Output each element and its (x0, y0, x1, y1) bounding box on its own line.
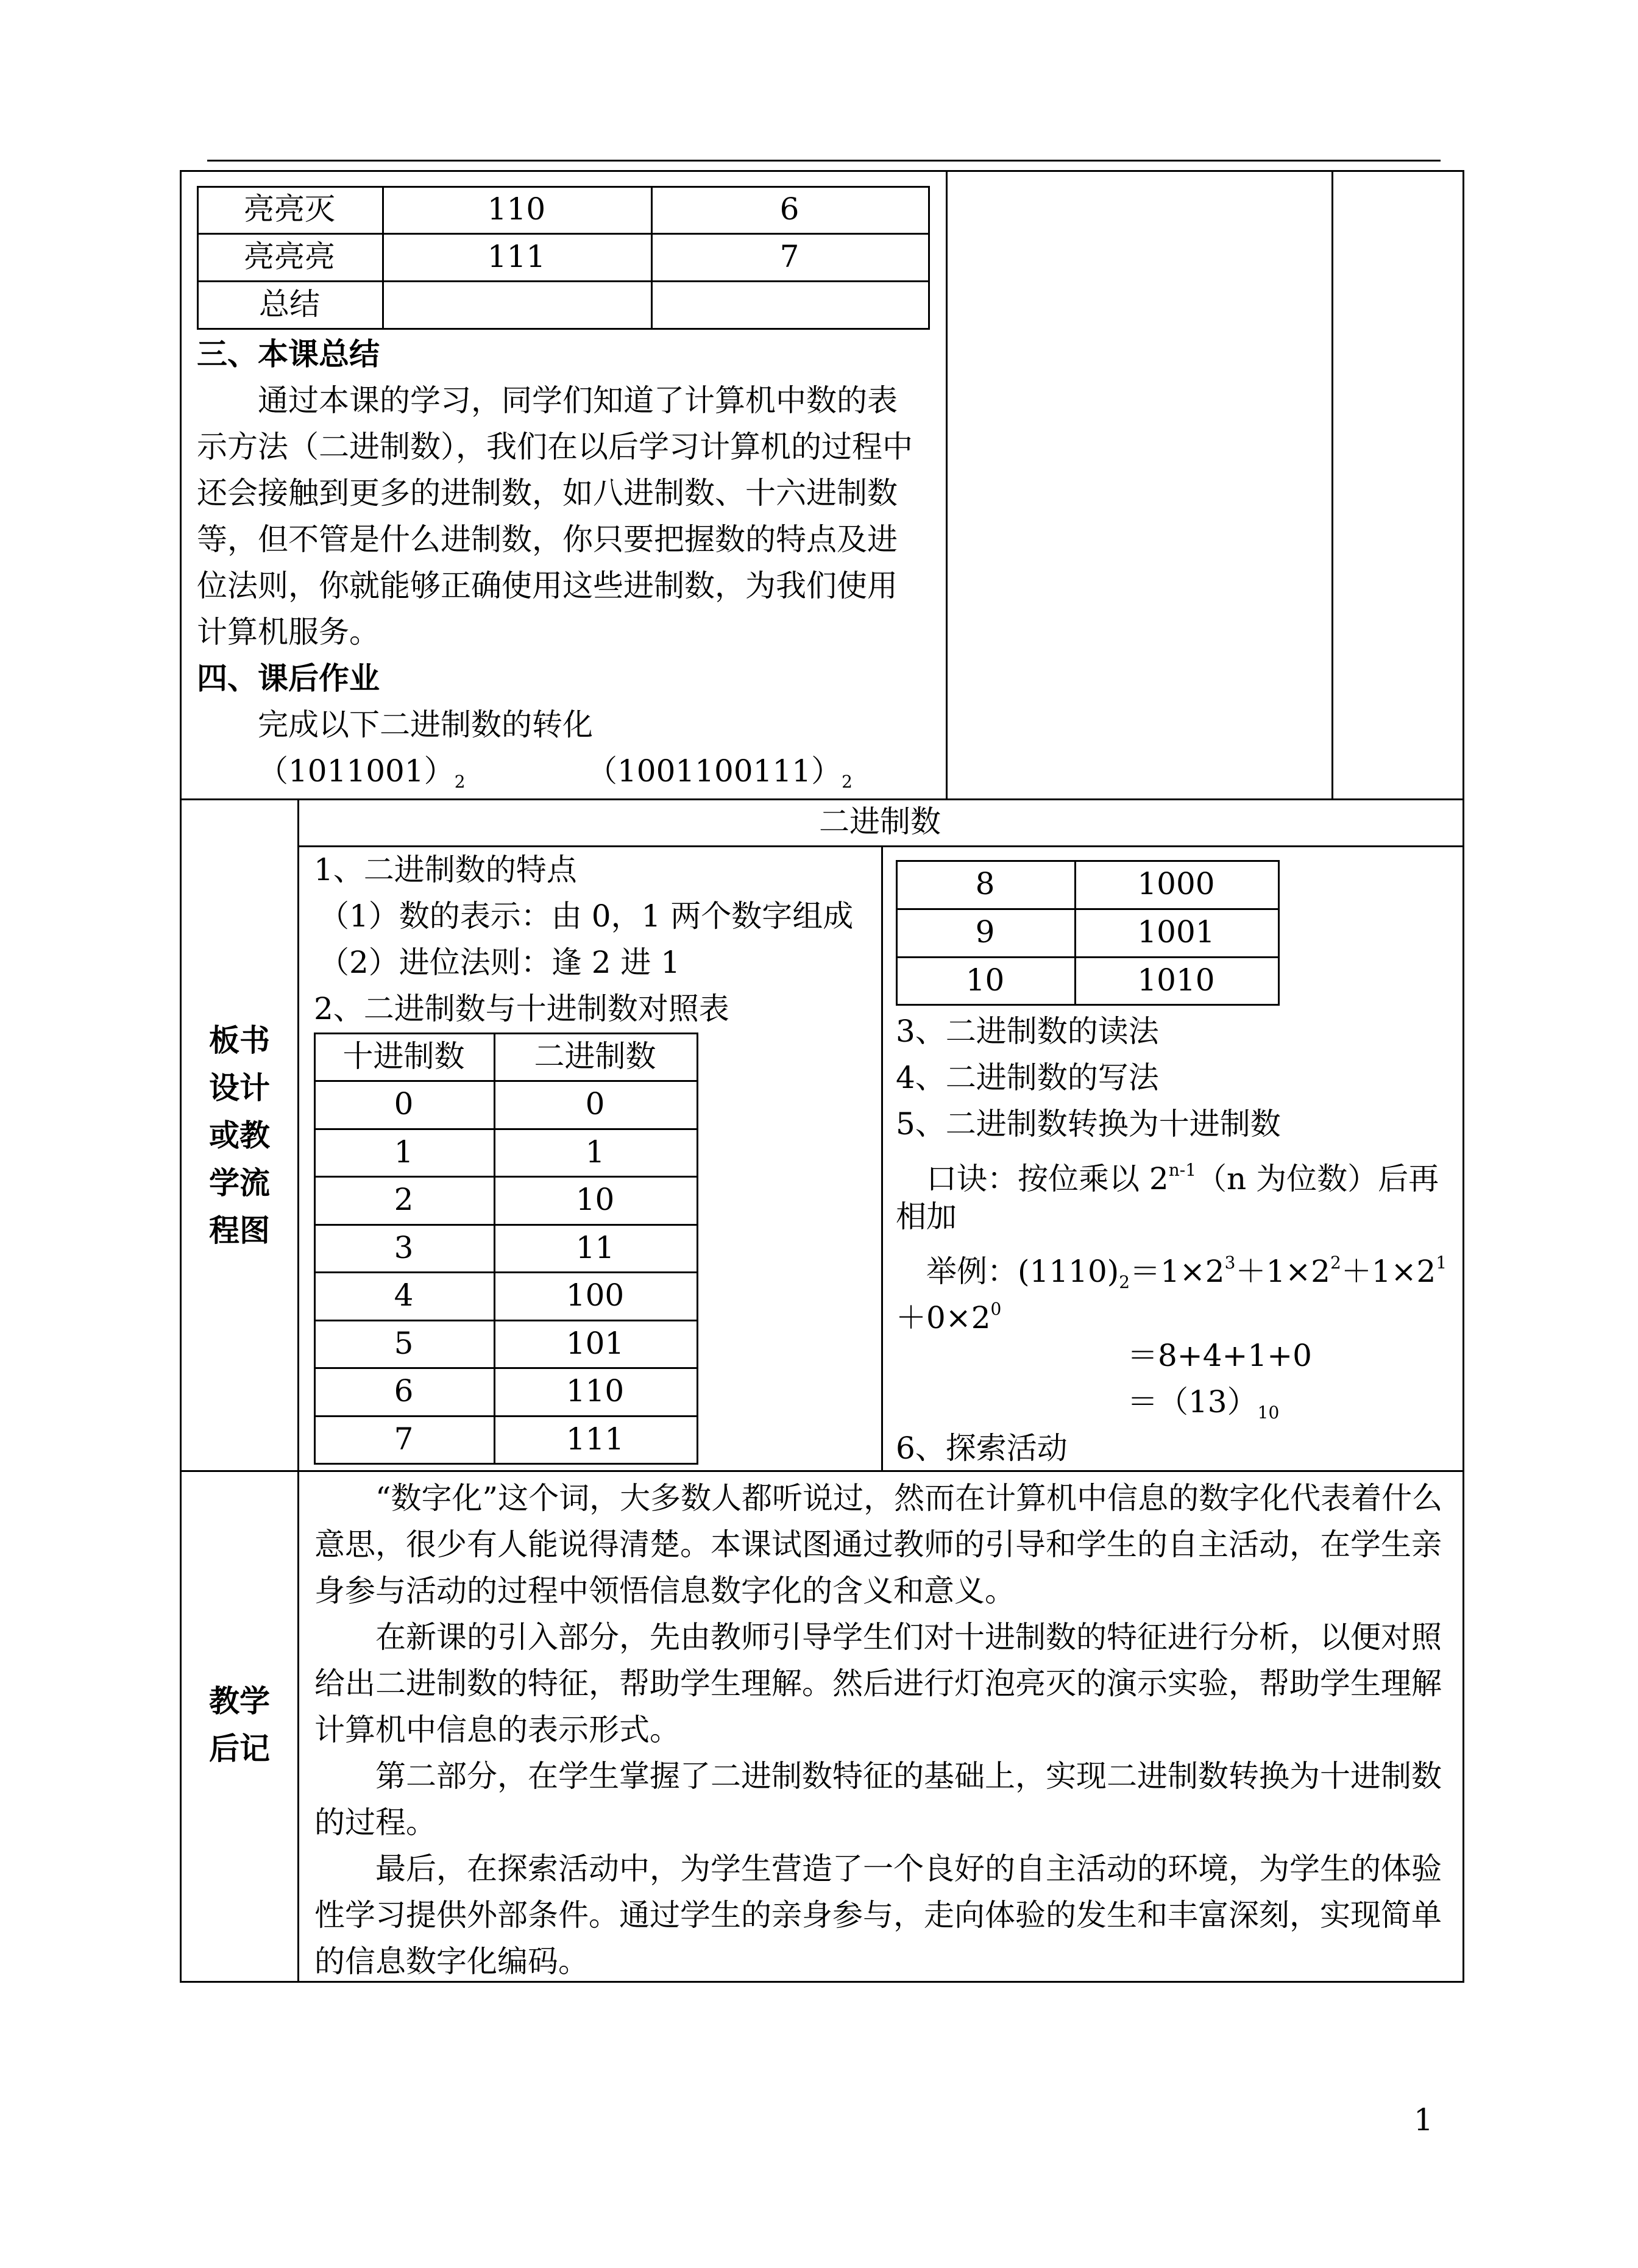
board-point-5: 5、二进制数转换为十进制数 (896, 1106, 1281, 1142)
homework-item: $(1001100111)_2$ (587, 753, 853, 792)
summary-line: 位法则，你就能够正确使用这些进制数，为我们使用 (197, 568, 898, 603)
table-cell: 1001 (1137, 914, 1215, 950)
table-header: 二进制数 (534, 1039, 656, 1074)
table-cell: 101 (566, 1326, 625, 1361)
afterword-label: 教学 后记 (209, 1683, 270, 1766)
table-cell: 7 (779, 239, 800, 274)
table-cell: 4 (394, 1278, 414, 1313)
board-point-4: 4、二进制数的写法 (896, 1060, 1159, 1095)
frame-top (180, 170, 1464, 172)
table-cell: 5 (394, 1326, 414, 1361)
table-cell: 亮亮亮 (244, 239, 335, 274)
board-point-6: 6、探索活动 (896, 1431, 1068, 1466)
table-cell: 1 (394, 1134, 414, 1170)
example-line-2: $+0\times 2^0$ (896, 1299, 1002, 1335)
table-cell: 11 (575, 1230, 615, 1265)
table-cell: 111 (487, 239, 546, 274)
board-point-3: 3、二进制数的读法 (896, 1014, 1159, 1049)
table-cell: 10 (965, 962, 1005, 998)
homework-heading: 四、课后作业 (197, 660, 380, 696)
conversion-rule-cont: 相加 (896, 1199, 957, 1234)
summary-line: 还会接触到更多的进制数，如八进制数、十六进制数 (197, 475, 898, 511)
table-cell: 1 (585, 1134, 605, 1170)
table-cell: 2 (394, 1182, 414, 1217)
conversion-rule: 口诀：按位乘以 2$^{n-1}$（n 为位数）后再 (926, 1160, 1439, 1196)
board-point-2: 2、二进制数与十进制数对照表 (314, 991, 729, 1026)
table-cell: 9 (975, 914, 995, 950)
homework-item: $(1011001)_2$ (258, 753, 466, 792)
table-cell: 111 (566, 1421, 625, 1457)
table-cell: 1010 (1137, 962, 1215, 998)
board-title: 二进制数 (819, 804, 941, 839)
homework-text: 完成以下二进制数的转化 (258, 707, 593, 742)
summary-heading: 三、本课总结 (197, 336, 380, 372)
summary-line: 通过本课的学习，同学们知道了计算机中数的表 (258, 383, 898, 418)
frame-row2-bottom (180, 1470, 1464, 1472)
example-line-1: 举例：$(1110)_2=1\times 2^3+1\times 2^2+1\times 2^1$ (926, 1253, 1447, 1292)
board-split (881, 845, 883, 1472)
afterword-paragraph: 在新课的引入部分，先由教师引导学生们对十进制数的特征进行分析，以便对照给出二进制数的特征，帮助学生理解。然后进行灯泡亮灭的演示实验，帮助学生理解计算机中信息的表示形式。 (314, 1619, 1442, 1747)
table-cell: 7 (394, 1421, 414, 1457)
table-cell: 6 (394, 1373, 414, 1409)
board-label: 板书 设计 或教 学流 程图 (209, 1022, 270, 1248)
frame-col2 (946, 170, 948, 800)
frame-col3 (1331, 170, 1333, 800)
afterword-paragraph: 第二部分，在学生掌握了二进制数特征的基础上，实现二进制数转换为十进制数的过程。 (314, 1758, 1442, 1840)
frame-label-col (297, 798, 299, 1983)
board-point-1b: （2）进位法则：逢 2 进 1 (319, 945, 681, 980)
afterword-paragraph: “数字化”这个词，大多数人都听说过，然而在计算机中信息的数字化代表着什么意思，很少有人能说得清楚。本课试图通过教师的引导和学生的自主活动，在学生亲身参与活动的过程中领悟信息数字化的含义和意义。 (314, 1481, 1443, 1609)
table-cell: 亮亮灭 (244, 191, 335, 227)
table-cell: 0 (394, 1086, 414, 1122)
summary-line: 示方法（二进制数），我们在以后学习计算机的过程中 (197, 429, 913, 464)
board-point-1: 1、二进制数的特点 (314, 852, 577, 887)
summary-line: 计算机服务。 (197, 614, 380, 650)
table-cell: 10 (575, 1182, 615, 1217)
example-line-4: $=(13)_{10}$ (1127, 1384, 1280, 1423)
table-header: 十进制数 (342, 1039, 465, 1074)
table-cell: 8 (975, 866, 995, 901)
table-cell: 6 (779, 191, 800, 227)
frame-right (1462, 170, 1464, 1983)
header-rule (207, 160, 1441, 162)
table-cell: 总结 (259, 286, 320, 322)
summary-line: 等，但不管是什么进制数，你只要把握数的特点及进 (197, 522, 898, 557)
board-point-1a: （1）数的表示：由 0，1 两个数字组成 (319, 898, 854, 934)
afterword-paragraph: 最后，在探索活动中，为学生营造了一个良好的自主活动的环境，为学生的体验性学习提供外部条件。通过学生的亲身参与，走向体验的发生和丰富深刻，实现简单的信息数字化编码。 (314, 1851, 1442, 1979)
example-line-3: ＝8+4+1+0 (1127, 1338, 1312, 1373)
table-cell: 110 (487, 191, 546, 227)
table-cell: 1000 (1137, 866, 1215, 901)
table-cell: 0 (585, 1086, 605, 1122)
table-cell: 3 (394, 1230, 414, 1265)
page-number: 1 (1414, 2102, 1433, 2138)
table-cell: 100 (566, 1278, 625, 1313)
table-cell: 110 (566, 1373, 625, 1409)
